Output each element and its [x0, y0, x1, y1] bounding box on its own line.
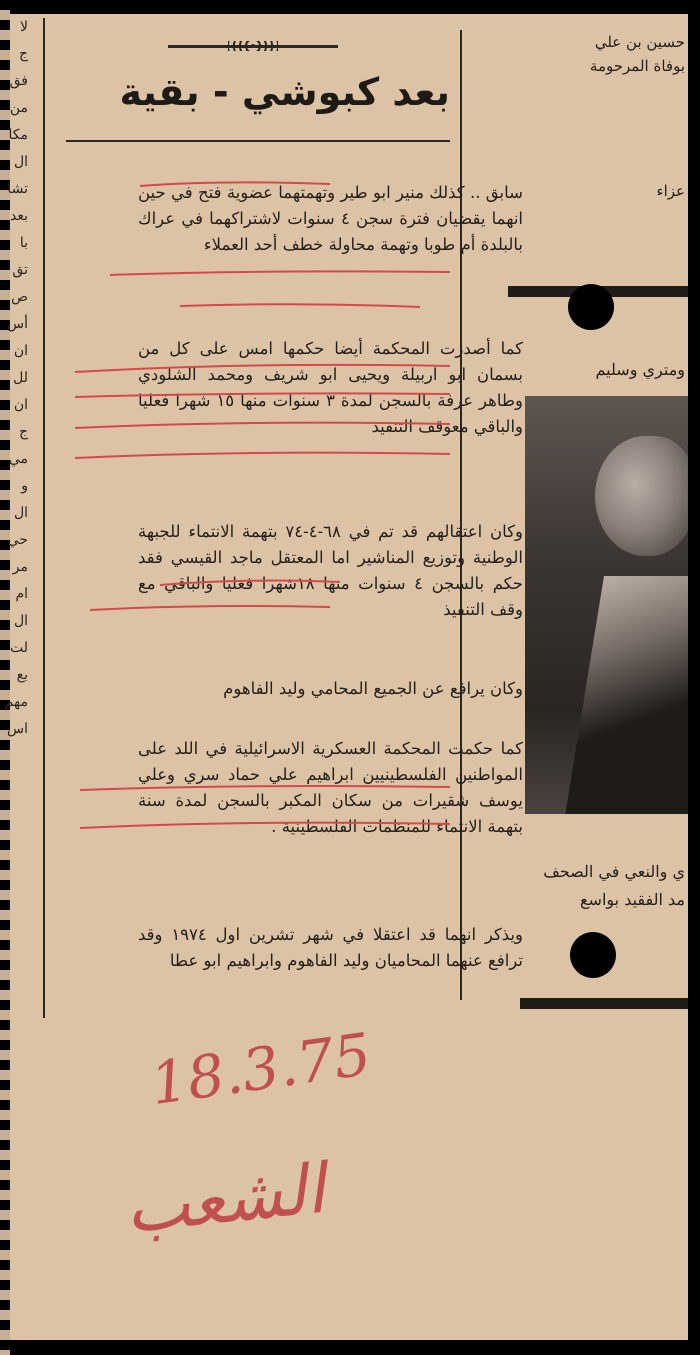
left-strip-line: من: [9, 100, 28, 116]
underline: [140, 182, 330, 186]
left-strip-line: مر: [12, 559, 28, 575]
left-strip-line: ام: [15, 586, 28, 602]
right-column-top: [480, 30, 685, 78]
left-strip-line: فق: [9, 73, 28, 89]
left-strip-line: حي: [7, 532, 28, 548]
paragraph-5: كما حكمت المحكمة العسكرية الاسرائيلية في اللد على المواطنين الفلسطينيين ابراهيم علي حماد سري وعلي يوسف شقيرات من سكان المكبر بالسجن لمدة سنة بتهمة الانتماء للمنظمات الفلسطينية .: [138, 739, 523, 836]
paragraph-3: وكان اعتقالهم قد تم في ٦٨-٤-٧٤ بتهمة الانتماء للجبهة الوطنية وتوزيع المناشير اما المعتقل ماجد القيسي فقد حكم بالسجن ٤ سنوات منها ١٨شهرا فعليا والباقي مع وقف التنفيذ: [138, 522, 523, 619]
paragraph-2: كما أصدرت المحكمة أيضا حكمها امس على كل من بسمان ابو اربيلة ويحيى ابو شريف ومحمد الشلودي وطاهر عرفة بالسجن لمدة ٣ سنوات منها ١٥ شهرا فعليا والباقي معوقف التنفيذ: [138, 339, 523, 436]
left-strip-line: لل: [13, 370, 28, 386]
paragraph-1: سابق .. كذلك منير ابو طير وتهمتهما عضوية فتح في حين انهما يقضيان فترة سجن ٤ سنوات لاشتراكهما في عراك بالبلدة أم طوبا وتهمة محاولة خطف أحد العملاء: [138, 183, 523, 254]
paragraph-6: ويذكر انهما قد اعتقلا في شهر تشرين اول ١٩٧٤ وقد ترافع عنهما المحاميان وليد الفاهوم وابراهيم ابو عطا: [138, 925, 524, 970]
paragraph-4: وكان يرافع عن الجميع المحامي وليد الفاهوم: [223, 679, 523, 698]
underline: [110, 271, 450, 275]
left-strip-line: بع: [16, 667, 28, 683]
left-strip-line: ج: [18, 424, 28, 440]
right-line-2: بوفاة المرحومة: [589, 57, 685, 75]
left-strip-line: تشا: [7, 181, 28, 197]
left-strip-line: أس: [7, 316, 28, 332]
left-strip-line: اس: [7, 721, 28, 737]
left-strip-line: ال: [13, 613, 28, 629]
left-strip-line: و: [21, 478, 28, 494]
left-strip-line: ان: [13, 397, 28, 413]
left-strip-line: لا: [20, 19, 28, 35]
underline: [80, 786, 450, 790]
underline: [75, 393, 450, 397]
underline: [90, 606, 330, 610]
left-strip-line: ان: [13, 343, 28, 359]
punch-hole-top: [568, 284, 614, 330]
left-strip-line: ال: [13, 154, 28, 170]
right-bottom-line-1: ي والنعي في الصحف: [543, 862, 685, 881]
underline: [75, 453, 450, 458]
underline: [80, 823, 450, 828]
left-strip-line: تق: [12, 262, 28, 278]
punch-hole-bottom: [570, 932, 616, 978]
left-strip-line: بعد: [10, 208, 28, 224]
handwritten-source: الشعب: [121, 1149, 329, 1250]
right-column-bottom: [500, 858, 685, 914]
handwritten-date: 18.3.75: [146, 1019, 376, 1119]
underline: [180, 304, 420, 307]
left-strip-line: با: [19, 235, 28, 251]
underline: [75, 423, 450, 428]
photo-caption: ومتري وسليم: [595, 360, 685, 379]
left-strip-line: مهم: [4, 694, 28, 710]
left-strip-line: ج: [18, 46, 28, 62]
left-strip-line: ال: [13, 505, 28, 521]
divider-bar-bottom: [520, 998, 688, 1009]
portrait-photo: [525, 396, 688, 814]
left-strip-line: مي: [8, 451, 28, 467]
right-fragment: عزاء: [656, 182, 685, 200]
underline: [160, 581, 340, 585]
left-strip-line: لت: [9, 640, 28, 656]
left-strip-line: مكا: [8, 127, 28, 143]
underline: [75, 365, 450, 372]
right-line-1: حسين بن علي: [594, 33, 685, 51]
left-strip-line: ص: [11, 289, 28, 305]
right-bottom-line-2: مد الفقيد بواسع: [580, 890, 685, 909]
article-headline: بعد كبوشي - بقية: [119, 70, 450, 114]
